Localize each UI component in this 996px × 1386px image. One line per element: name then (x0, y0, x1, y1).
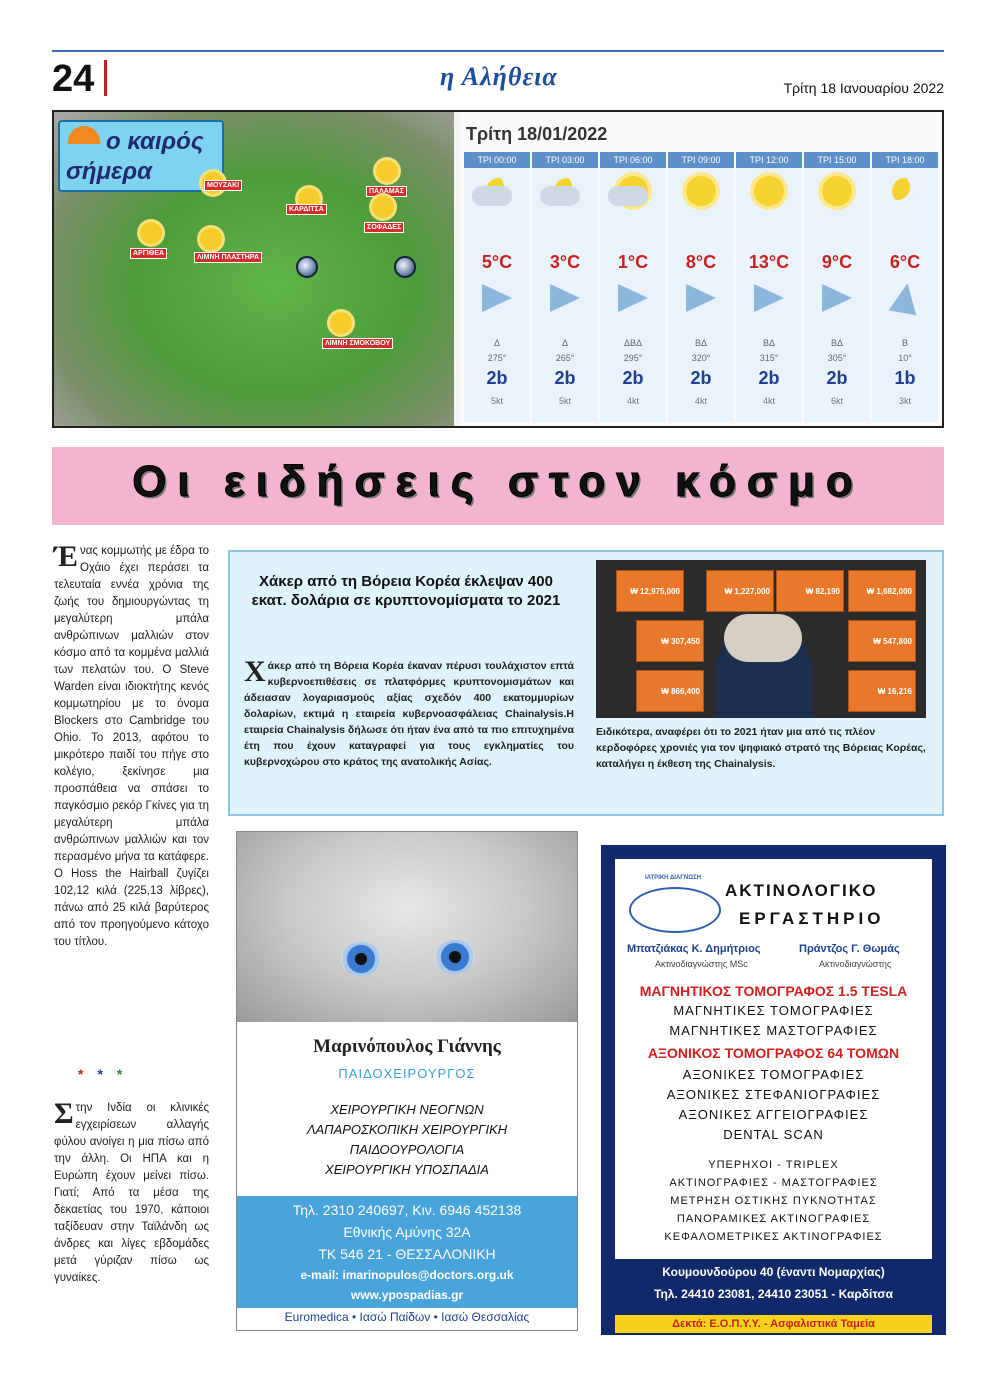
contact-panel (237, 1196, 577, 1308)
sun-icon (372, 196, 394, 218)
doctor-name: Μαρινόπουλος Γιάννης (313, 1036, 501, 1057)
slot-time: ΤΡΙ 06:00 (600, 152, 666, 168)
forecast-slot (736, 152, 802, 422)
slot-wind-dir: Δ (493, 338, 500, 348)
radiology-title-1: ΑΚΤΙΝΟΛΟΓΙΚΟ (725, 881, 878, 900)
news-photo (596, 560, 926, 718)
slot-temp: 6°C (889, 252, 921, 272)
radiology-phones: Τηλ. 24410 23081, 24410 23051 - Καρδίτσα (654, 1287, 893, 1301)
doctor-phones: Τηλ. 2310 240697, Κιν. 6946 452138 (292, 1202, 522, 1218)
photo-caption: Ειδικότερα, αναφέρει ότι το 2021 ήταν μια από τις πλέον κερδοφόρες χρονιές για τον ψηφιακό στρατό της Βόρειας Κορέας, καταλήγει η έκθεση της Chainalysis. (596, 726, 926, 770)
slot-beaufort: 2b (690, 368, 712, 388)
radiologist-2-title: Ακτινοδιαγνώστης (819, 959, 892, 969)
mri-item: ΜΑΓΝΗΤΙΚΕΣ ΤΟΜΟΓΡΑΦΙΕΣ (673, 1003, 874, 1018)
eye-icon (341, 942, 381, 976)
forecast-table (460, 112, 942, 426)
slot-time: ΤΡΙ 15:00 (804, 152, 870, 168)
slot-knots: 4kt (694, 396, 707, 406)
service-item: ΧΕΙΡΟΥΡΓΙΚΗ ΝΕΟΓΝΩΝ (330, 1102, 484, 1117)
slot-beaufort: 2b (622, 368, 644, 388)
service-item: ΜΕΤΡΗΣΗ ΟΣΤΙΚΗΣ ΠΥΚΝΟΤΗΤΑΣ (670, 1195, 877, 1207)
page-number: 24 (52, 58, 95, 100)
ct-heading: ΑΞΟΝΙΚΟΣ ΤΟΜΟΓΡΑΦΟΣ 64 ΤΟΜΩΝ (647, 1045, 900, 1061)
slot-wind-deg: 10° (898, 353, 912, 363)
ct-item: ΑΞΟΝΙΚΕΣ ΑΓΓΕΙΟΓΡΑΦΙΕΣ (678, 1107, 869, 1122)
forecast-slot (464, 152, 530, 422)
dropcap: Έ (54, 540, 78, 573)
radiology-address: Κουμουνδούρου 40 (έναντι Νομαρχίας) (662, 1265, 885, 1279)
issue-date: Τρίτη 18 Ιανουαρίου 2022 (783, 80, 944, 96)
cloud-icon (472, 186, 512, 206)
wind-arrow-icon (618, 284, 648, 312)
slot-knots: 4kt (762, 396, 775, 406)
ad-paediatric-surgeon (236, 831, 578, 1331)
price-tile: ₩ 307,450 (636, 620, 704, 662)
slot-beaufort: 2b (554, 368, 576, 388)
weather-logo-line2: σήμερα (66, 158, 152, 185)
cloud-icon (540, 186, 580, 206)
slot-temp: 13°C (748, 252, 790, 272)
sun-icon (686, 176, 716, 206)
slot-wind-dir: ΒΔ (694, 338, 707, 348)
section-title: Οι ειδήσεις στον κόσμο (132, 457, 864, 506)
header-rule (52, 50, 944, 52)
story-hair-ball (54, 540, 209, 951)
price-tile: ₩ 547,800 (848, 620, 916, 662)
service-item: ΥΠΕΡΗΧΟΙ - TRIPLEX (708, 1159, 839, 1171)
slot-wind-deg: 305° (827, 353, 847, 363)
slot-wind-dir: ΒΔ (830, 338, 843, 348)
news-headline: Χάκερ από τη Βόρεια Κορέα έκλεψαν 400 εκατ. δολάρια σε κρυπτονομίσματα το 2021 (251, 573, 561, 609)
moon-icon (892, 178, 918, 204)
forecast-title: Τρίτη 18/01/2022 (466, 124, 608, 144)
radiologist-1-title: Ακτινοδιαγνώστης MSc (655, 959, 748, 969)
region-map (54, 112, 454, 426)
slot-temp: 3°C (549, 252, 581, 272)
slot-knots: 6kt (830, 396, 843, 406)
map-label-smokovo: ΛΙΜΝΗ ΣΜΟΚΟΒΟΥ (322, 338, 393, 349)
story-text: νας κομμωτής με έδρα το Οχάιο έχει περάσει τα τελευταία εννέα χρόνια της ζωής του δημιουργώντας τη μεγαλύτερη μπάλα ανθρώπινων μαλλιών στον κόσμο από τα κομμένα μαλλιά των πελατών του. Ο Steve Warden είναι ιδιοκτήτης κενός κομμωτηρίου με το όνομα Blockers στο Cambridge του Ohio. Το 2013, αφότου το μικρότερο παιδί του πήγε στο κολέγιο, ξεκίνησε μια προσπάθεια να σπάσει το παγκόσμιο ρεκόρ Γκίνες για τη μεγαλύτερη μπάλα ανθρώπινων μαλλιών και τον περασμένο μήνα τα κατάφερε. Ο Hoss the Hairball ζυγίζει 102,12 κιλά (225,13 λίβρες), πάνω από 25 κιλά βαρύτερος από τον προηγούμενο κάτοχο του τίτλου. (54, 545, 209, 948)
map-label-sofades: ΣΟΦΑΔΕΣ (364, 222, 404, 233)
radiology-title-2: ΕΡΓΑΣΤΗΡΙΟ (739, 909, 885, 928)
moon-icon (296, 256, 318, 278)
forecast-slot (804, 152, 870, 422)
doctor-website[interactable]: www.ypospadias.gr (350, 1288, 464, 1302)
service-item: ΧΕΙΡΟΥΡΓΙΚΗ ΥΠΟΣΠΑΔΙΑ (325, 1162, 489, 1177)
wind-arrow-icon (889, 281, 922, 315)
radiology-panel (615, 859, 932, 1259)
dropcap: Σ (54, 1097, 74, 1130)
masthead-logo: η Αλήθεια (440, 62, 558, 91)
wind-arrow-icon (754, 284, 784, 312)
slot-wind-deg: 320° (691, 353, 711, 363)
forecast-slot (532, 152, 598, 422)
forecast-slot (668, 152, 734, 422)
weather-logo-line1: ο καιρός (106, 128, 204, 155)
slot-wind-deg: 315° (759, 353, 779, 363)
slot-time: ΤΡΙ 00:00 (464, 152, 530, 168)
slot-wind-dir: Β (901, 338, 908, 348)
doctor-specialty: ΠΑΙΔΟΧΕΙΡΟΥΡΓΟΣ (338, 1066, 476, 1081)
ad-footer-hospitals: Euromedica • Ιασώ Παίδων • Ιασώ Θεσσαλίας (284, 1310, 530, 1324)
page-number-divider (104, 60, 107, 96)
news-body-text: άκερ από τη Βόρεια Κορέα έκαναν πέρυσι τουλάχιστον επτά κυβερνοεπιθέσεις σε πλατφόρμες κρυπτονομισμάτων και άδειασαν λογαριασμούς αξίας σχεδόν 400 εκατομμυρίων δολαρίων, εκτιμά η εταιρεία κυβερνοασφάλειας Chainalysis.Η εταιρεία Chainalysis δήλωσε ότι ήταν ένα από τα πιο επιτυχημένα έτη που έχουν καταγραφεί για τους εγκληματίες του κυβερνοχώρου στο κράτος της ανατολικής Ασίας. (244, 660, 574, 768)
slot-beaufort: 1b (894, 368, 916, 388)
map-label-palamas: ΠΑΛΑΜΑΣ (366, 186, 407, 197)
slot-time: ΤΡΙ 12:00 (736, 152, 802, 168)
slot-time: ΤΡΙ 03:00 (532, 152, 598, 168)
slot-beaufort: 2b (758, 368, 780, 388)
eye-icon (435, 940, 475, 974)
story-india-clinics (54, 1097, 209, 1287)
story-separator: *** (78, 1066, 137, 1082)
ad-radiology-lab (601, 845, 946, 1335)
sun-icon (822, 176, 852, 206)
news-box-hackers (228, 550, 944, 816)
sun-icon (330, 312, 352, 334)
sun-icon (376, 160, 398, 182)
radiologist-1: Μπατζιάκας Κ. Δημήτριος (627, 943, 761, 955)
wind-arrow-icon (482, 284, 512, 312)
fur-hood (724, 614, 802, 662)
logo-text: ΙΑΤΡΙΚΗ ΔΙΑΓΝΩΣΗ (645, 875, 701, 881)
slot-wind-dir: ΒΔ (762, 338, 775, 348)
slot-knots: 5kt (490, 396, 503, 406)
sun-icon (140, 222, 162, 244)
slot-beaufort: 2b (486, 368, 508, 388)
service-item: ΑΚΤΙΝΟΓΡΑΦΙΕΣ - ΜΑΣΤΟΓΡΑΦΙΕΣ (669, 1177, 878, 1189)
doctor-email[interactable]: e-mail: imarinopulos@doctors.org.uk (300, 1268, 514, 1282)
forecast-slot (600, 152, 666, 422)
cloud-icon (608, 186, 648, 206)
price-tile: ₩ 12,975,000 (616, 570, 684, 612)
mri-heading: ΜΑΓΝΗΤΙΚΟΣ ΤΟΜΟΓΡΑΦΟΣ 1.5 TESLA (639, 983, 908, 999)
ct-item: ΑΞΟΝΙΚΕΣ ΣΤΕΦΑΝΙΟΓΡΑΦΙΕΣ (666, 1087, 881, 1102)
price-tile: ₩ 866,400 (636, 670, 704, 712)
caduceus-logo-icon (629, 887, 721, 933)
slot-wind-deg: 275° (487, 353, 507, 363)
price-tile: ₩ 82,190 (776, 570, 844, 612)
price-tile: ₩ 1,227,000 (706, 570, 774, 612)
radiologist-2: Πράντζος Γ. Θωμάς (799, 943, 900, 955)
service-item: ΠΑΝΟΡΑΜΙΚΕΣ ΑΚΤΙΝΟΓΡΑΦΙΕΣ (676, 1213, 871, 1225)
slot-wind-dir: ΔΒΔ (623, 338, 643, 348)
wind-arrow-icon (686, 284, 716, 312)
slot-wind-deg: 295° (623, 353, 643, 363)
baby-photo (237, 832, 577, 1022)
map-label-karditsa: ΚΑΡΔΙΤΣΑ (286, 204, 327, 215)
section-banner (52, 447, 944, 525)
slot-time: ΤΡΙ 18:00 (872, 152, 938, 168)
wind-arrow-icon (550, 284, 580, 312)
slot-temp: 8°C (685, 252, 717, 272)
slot-beaufort: 2b (826, 368, 848, 388)
umbrella-icon (68, 126, 100, 144)
slot-knots: 5kt (558, 396, 571, 406)
sun-icon (754, 176, 784, 206)
dropcap: Χ (244, 655, 266, 688)
weather-panel (52, 110, 944, 428)
ct-item: ΑΞΟΝΙΚΕΣ ΤΟΜΟΓΡΑΦΙΕΣ (682, 1067, 865, 1082)
sun-icon (200, 228, 222, 250)
service-item: ΠΑΙΔΟΟΥΡΟΛΟΓΙΑ (349, 1142, 465, 1157)
slot-time: ΤΡΙ 09:00 (668, 152, 734, 168)
weather-logo (58, 120, 224, 192)
doctor-address: Εθνικής Αμύνης 32Α (343, 1224, 471, 1240)
slot-temp: 1°C (617, 252, 649, 272)
service-item: ΚΕΦΑΛΟΜΕΤΡΙΚΕΣ ΑΚΤΙΝΟΓΡΑΦΙΕΣ (664, 1231, 883, 1243)
mri-item: ΜΑΓΝΗΤΙΚΕΣ ΜΑΣΤΟΓΡΑΦΙΕΣ (669, 1023, 878, 1038)
slot-temp: 5°C (481, 252, 513, 272)
ct-item: DENTAL SCAN (723, 1127, 824, 1142)
moon-icon (394, 256, 416, 278)
forecast-slot (872, 152, 938, 422)
map-label-argithea: ΑΡΓΙΘΕΑ (130, 248, 167, 259)
price-tile: ₩ 16,216 (848, 670, 916, 712)
news-body (244, 655, 574, 770)
story-text: την Ινδία οι κλινικές εγχειρίσεων αλλαγής φύλου ανοίγει η μια πίσω από την άλλη. Οι ΗΠΑ και η Ευρώπη έχουν μείνει πίσω. Γιατί; Από τα μέσα της δεκαετίας του 1970, κάποιοι ταξίδευαν στην Ταϊλάνδη ως άνδρες και λίγες εβδομάδες μετά γύριζαν πίσω ως γυναίκες. (54, 1102, 209, 1284)
wind-arrow-icon (822, 284, 852, 312)
slot-knots: 3kt (898, 396, 911, 406)
slot-wind-dir: Δ (561, 338, 568, 348)
accepted-insurance: Δεκτά: Ε.Ο.Π.Υ.Υ. - Ασφαλιστικά Ταμεία (615, 1315, 932, 1333)
map-label-mouzaki: ΜΟΥΖΑΚΙ (204, 180, 242, 191)
slot-knots: 4kt (626, 396, 639, 406)
price-tile: ₩ 1,682,000 (848, 570, 916, 612)
slot-wind-deg: 265° (555, 353, 575, 363)
service-item: ΛΑΠΑΡΟΣΚΟΠΙΚΗ ΧΕΙΡΟΥΡΓΙΚΗ (306, 1122, 508, 1137)
slot-temp: 9°C (821, 252, 853, 272)
map-label-plastira: ΛΙΜΝΗ ΠΛΑΣΤΗΡΑ (194, 252, 262, 263)
doctor-city: ΤΚ 546 21 - ΘΕΣΣΑΛΟΝΙΚΗ (318, 1246, 496, 1262)
